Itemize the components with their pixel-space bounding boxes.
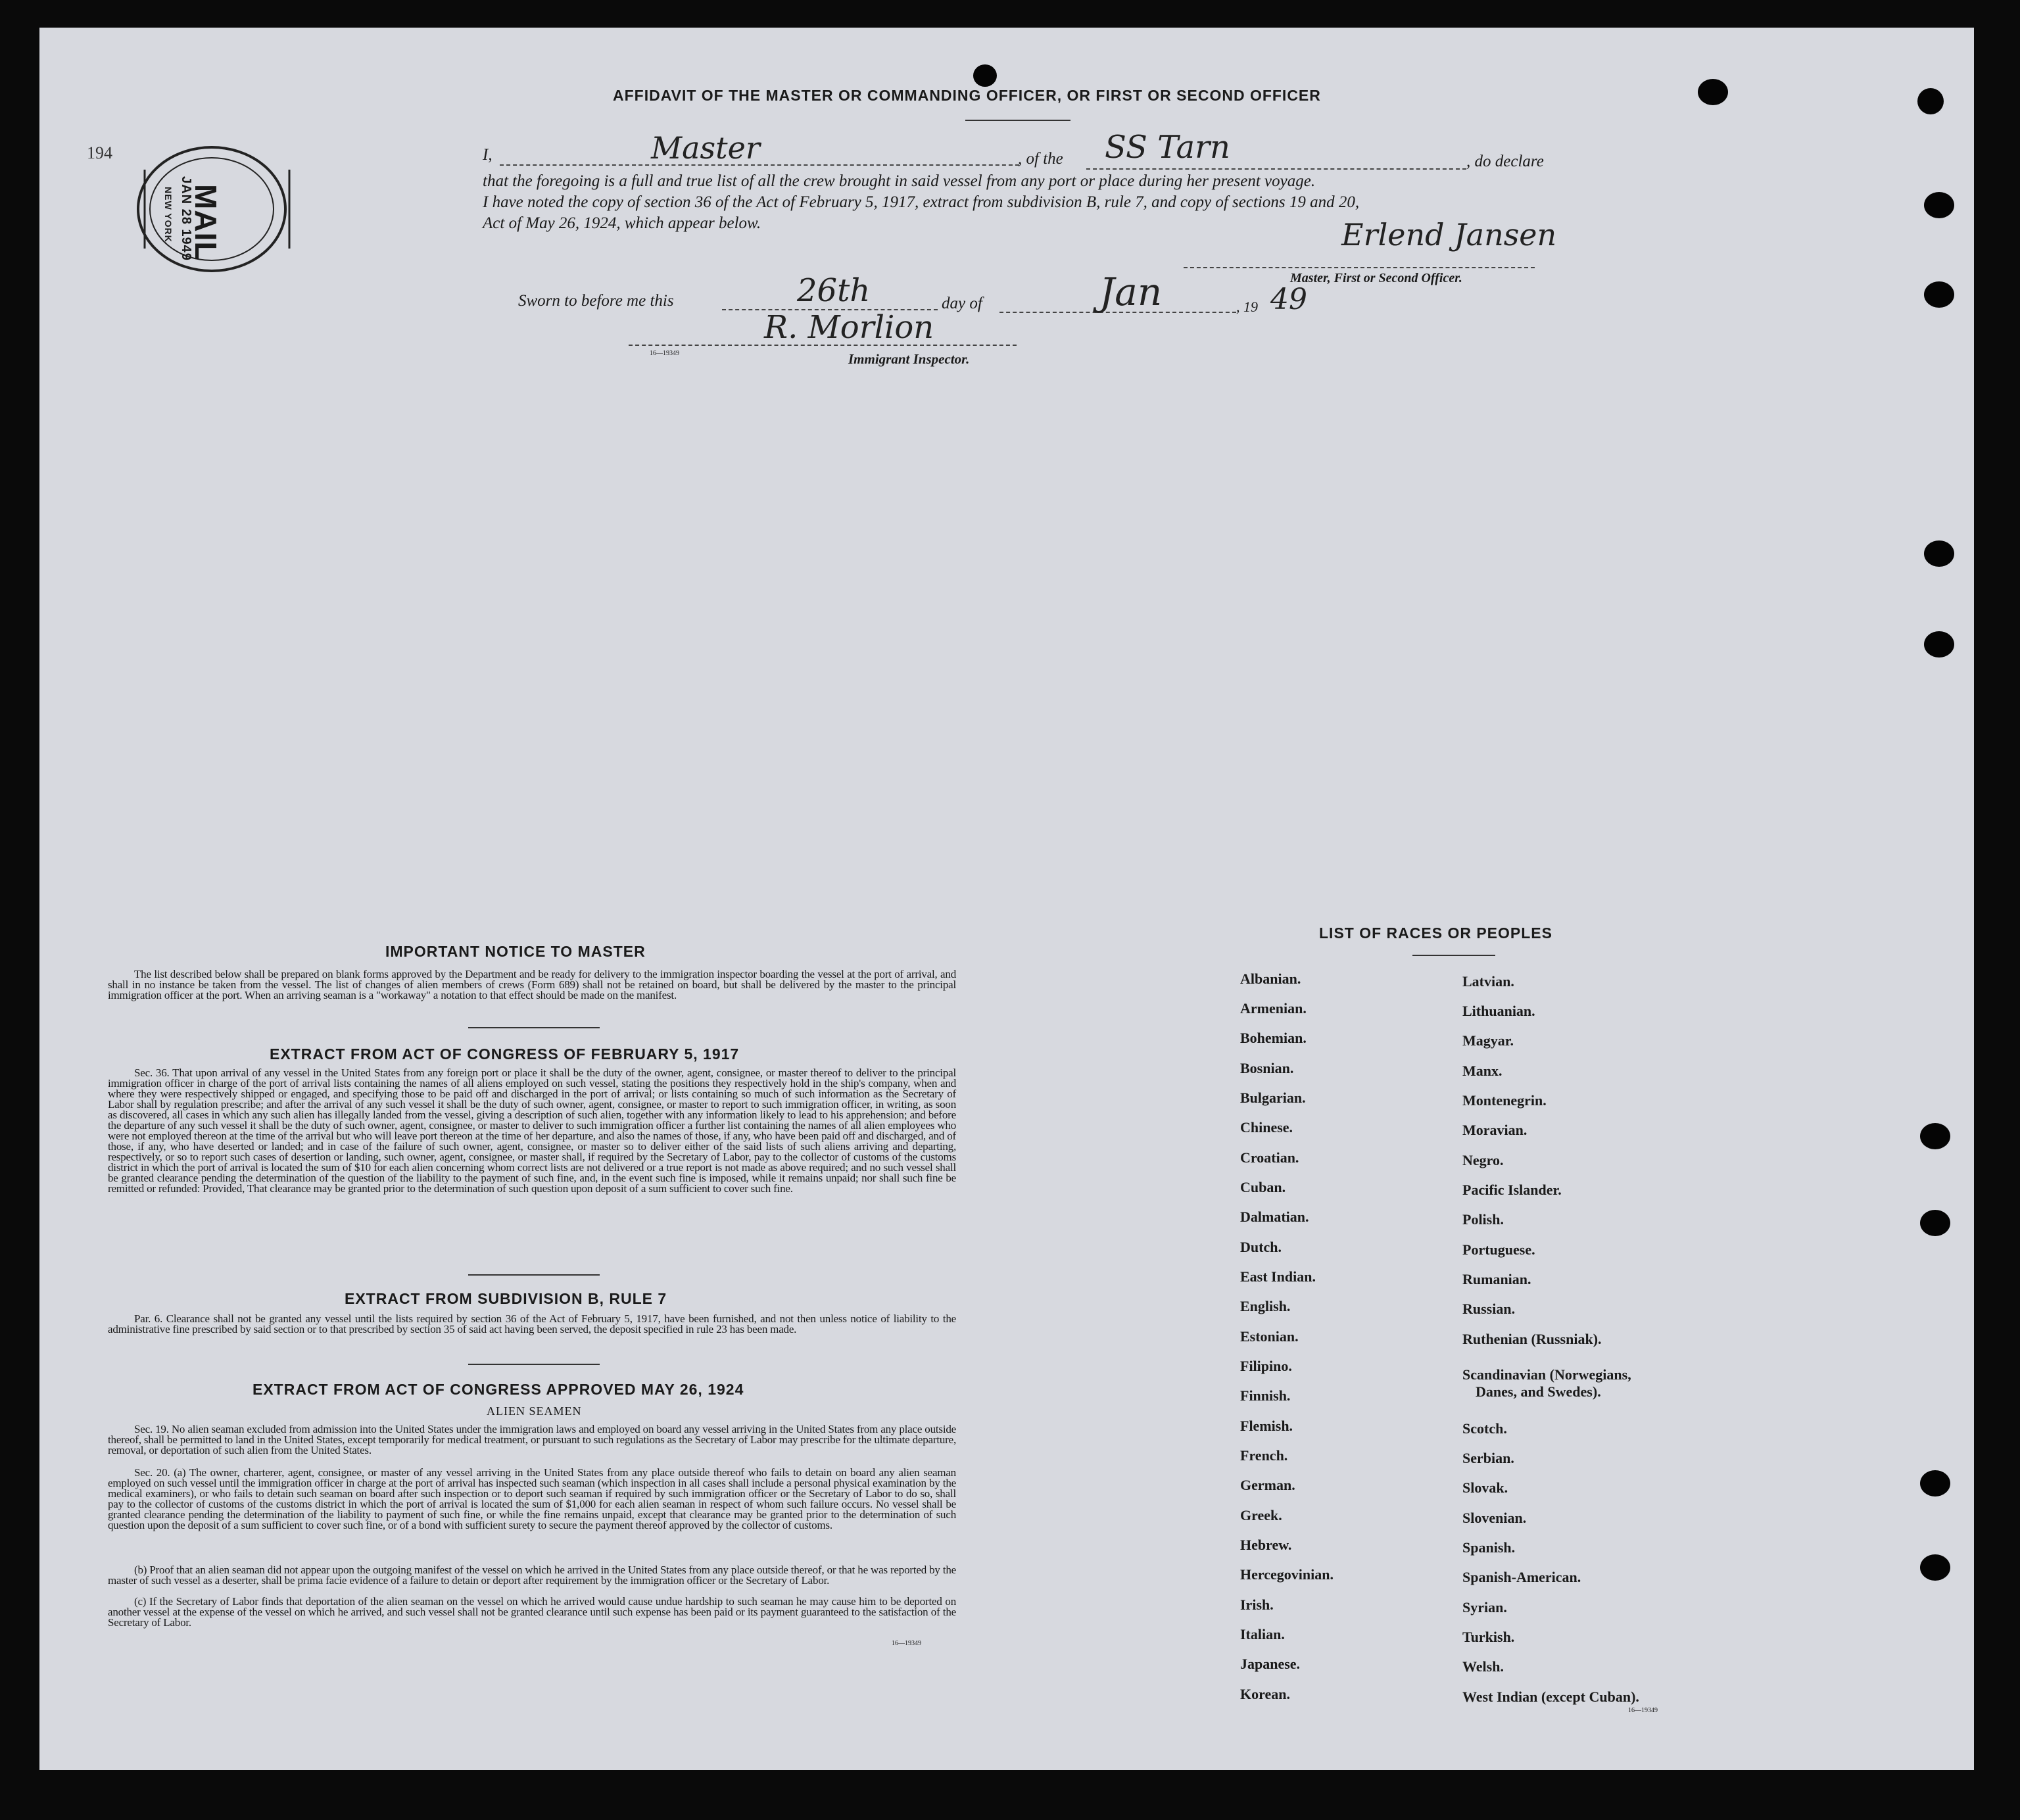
race-item: Spanish-American. <box>1462 1569 1581 1585</box>
race-item: Dutch. <box>1240 1239 1282 1255</box>
race-item: Slovenian. <box>1462 1510 1527 1526</box>
race-item: Manx. <box>1462 1063 1503 1079</box>
punch-hole <box>1698 79 1728 105</box>
race-item: Negro. <box>1462 1152 1504 1168</box>
races-form-number: 16—19349 <box>1628 1707 1658 1714</box>
sworn-year-handwritten: 49 <box>1270 283 1307 316</box>
sworn-month-handwritten: Jan <box>1099 270 1163 314</box>
punch-hole <box>1920 1470 1950 1497</box>
master-signature-line <box>1184 267 1535 268</box>
day-of-label: day of <box>942 295 982 312</box>
affidavit-line-2: that the foregoing is a full and true list of all the crew brought in said vessel from any port or place during her present voyage. <box>483 172 1316 190</box>
punch-hole <box>1920 1210 1950 1236</box>
race-item: Bulgarian. <box>1240 1090 1306 1106</box>
sec-20b-text: (b) Proof that an alien seaman did not appear upon the outgoing manifest of the vessel on which he arrived in the United States from any place outside thereof, or that he was reported by the master of such vessel as a deserter, shall be prima facie evidence of a failure to detain or deport after requirement by the immigration officer or the Secretary of Labor. <box>108 1564 956 1587</box>
race-item: Hercegovinian. <box>1240 1566 1334 1583</box>
extract-1924-form-number: 16—19349 <box>892 1640 921 1647</box>
race-item: Portuguese. <box>1462 1241 1535 1258</box>
race-item: Albanian. <box>1240 970 1301 987</box>
race-item: Moravian. <box>1462 1122 1527 1138</box>
of-the-label: , of the <box>1018 150 1063 168</box>
punch-hole <box>1920 1554 1950 1581</box>
affidavit-i-label: I, <box>483 146 493 164</box>
race-item: Croatian. <box>1240 1149 1299 1166</box>
race-item: Korean. <box>1240 1686 1290 1702</box>
extract-1924-title: EXTRACT FROM ACT OF CONGRESS APPROVED MAY 26, 1924 <box>252 1381 744 1398</box>
sworn-label: Sworn to before me this <box>518 292 674 310</box>
punch-hole <box>1924 281 1954 308</box>
affidavit-line-4: Act of May 26, 1924, which appear below. <box>483 214 761 232</box>
sworn-day-handwritten: 26th <box>797 272 871 309</box>
divider <box>468 1274 600 1276</box>
race-item: Polish. <box>1462 1211 1504 1228</box>
master-signature: Erlend Jansen <box>1341 217 1557 252</box>
race-item: Dalmatian. <box>1240 1209 1309 1225</box>
sec-20c-text: (c) If the Secretary of Labor finds that deportation of the alien seaman on the vessel on which he arrived would cause undue hardship to such seaman he may cause him to be deported on another vessel at the expense of the vessel on which he arrived, and such vessel shall not be granted clearance until such expense has been paid or its payment guaranteed to the satisfaction of the Secretary of Labor. <box>108 1595 956 1629</box>
race-item: Ruthenian (Russniak). <box>1462 1331 1602 1347</box>
notice-text: The list described below shall be prepared on blank forms approved by the Department and be ready for delivery to the immigration inspector boarding the vessel at the port of arrival, and shall in no instance be taken from the vessel. The list of changes of alien members of crews (Form 689) shall not be retained on board, but shall be delivered by the master to the principal immigration officer at the port. When an arriving seaman is a "workaway" a notation to that effect should be made on the manifest. <box>108 968 956 1001</box>
affidavit-title: AFFIDAVIT OF THE MASTER OR COMMANDING OFFICER, OR FIRST OR SECOND OFFICER <box>613 87 1321 104</box>
race-item: Hebrew. <box>1240 1537 1292 1553</box>
master-signature-caption: Master, First or Second Officer. <box>1290 271 1462 285</box>
title-underline <box>965 120 1070 121</box>
race-item: Pacific Islander. <box>1462 1182 1562 1198</box>
race-item: French. <box>1240 1447 1288 1464</box>
divider <box>468 1364 600 1365</box>
race-item: Spanish. <box>1462 1539 1516 1556</box>
punch-hole <box>973 64 997 87</box>
sec-19-text: Sec. 19. No alien seaman excluded from admission into the United States under the immigration laws and employed on board any vessel arriving in the United States from any place outside thereof, shall be permitted to land in the United States, except temporarily for medical treatment, or pursuant to such regulations as the Secretary of Labor may prescribe for the ultimate departure, removal, or deportation of such alien from the United States. <box>108 1423 956 1456</box>
race-item: Serbian. <box>1462 1450 1514 1466</box>
year-prefix-label: , 19 <box>1236 299 1258 315</box>
race-item: Armenian. <box>1240 1000 1307 1017</box>
race-item: Syrian. <box>1462 1599 1507 1616</box>
race-item: Russian. <box>1462 1301 1516 1317</box>
extract-1917-text: Sec. 36. That upon arrival of any vessel in the United States from any foreign port or place it shall be the duty of the owner, agent, consignee, or master thereof to deliver to the principal immigration officer in charge of the port of arrival lists containing the names of all aliens employed on such vessel, stating the positions they respectively hold in the ship's company, when and where they were respectively shipped or engaged, and specifying those to be paid off and discharged in the port of arrival; or lists containing so much of such information as the Secretary of Labor shall by regulation prescribe; and after the arrival of any such vessel it shall be the duty of such owner, agent, consignee, or master to report to such immigration officer, in writing, as soon as discovered, all cases in which any such alien has illegally landed from the vessel, giving a description of such alien, together with any information likely to lead to his apprehension; and before the departure of any such vessel it shall be the duty of such owner, agent, consignee, or master to deliver to such immigration officer a further list containing the names of all alien employees who were not employed thereon at the time of the arrival but who will leave port thereon at the time of her departure, and also the names of those, if any, who have been paid off and discharged, and of those, if any, who have deserted or landed; and in case of the failure of such owner, agent, consignee, or master so to deliver either of the said lists of such aliens arriving and departing, respectively, or so to report such cases of desertion or landing, such owner, agent, consignee, or master shall, if required by the Secretary of Labor, pay to the collector of customs of the customs district in which the port of arrival is located the sum of $10 for each alien concerning whom correct lists are not delivered or a true report is not made as above required; and no such vessel shall be granted clearance pending the determination of the question of the liability to the payment of such fine, and, in the event such fine is imposed, while it remains unpaid; nor shall such fine be remitted or refunded: Provided, That clearance may be granted prior to the determination of such question upon deposit of a sum sufficient to cover such fine. <box>108 1066 956 1195</box>
race-item: Filipino. <box>1240 1358 1292 1374</box>
stamp-date-text: JAN 28 1949 <box>179 176 193 261</box>
race-item: Rumanian. <box>1462 1271 1531 1287</box>
race-item: Japanese. <box>1240 1656 1301 1672</box>
race-item: English. <box>1240 1298 1291 1314</box>
punch-hole <box>1917 88 1944 114</box>
notice-title: IMPORTANT NOTICE TO MASTER <box>385 943 646 960</box>
race-item: Turkish. <box>1462 1629 1515 1645</box>
affidavit-form-number: 16—19349 <box>650 350 679 357</box>
race-item: Finnish. <box>1240 1387 1291 1404</box>
race-item: Magyar. <box>1462 1032 1514 1049</box>
race-item: Scotch. <box>1462 1420 1507 1437</box>
inspector-signature: R. Morlion <box>764 309 934 346</box>
race-item: Greek. <box>1240 1507 1282 1523</box>
race-item: Flemish. <box>1240 1418 1293 1434</box>
side-mark: 194 <box>87 143 112 162</box>
inspector-caption: Immigrant Inspector. <box>848 351 970 367</box>
race-item: East Indian. <box>1240 1268 1316 1285</box>
race-item: Bohemian. <box>1240 1030 1307 1046</box>
races-title-underline <box>1412 955 1495 956</box>
divider <box>468 1027 600 1028</box>
extract-1917-title: EXTRACT FROM ACT OF CONGRESS OF FEBRUARY 5, 1917 <box>270 1045 740 1063</box>
race-item: Cuban. <box>1240 1179 1286 1195</box>
race-item: Italian. <box>1240 1626 1285 1642</box>
do-declare-label: , do declare <box>1466 153 1544 170</box>
race-item: Slovak. <box>1462 1479 1508 1496</box>
stamp-city-text: NEW YORK <box>163 187 174 243</box>
race-item: Bosnian. <box>1240 1060 1294 1076</box>
sec-20a-text: Sec. 20. (a) The owner, charterer, agent, consignee, or master of any vessel arriving in the United States from any place outside thereof who fails to detain on board any alien seaman employed on such vessel until the immigration officer in charge at the port of arrival has inspected such seaman (which inspection in all cases shall include a personal physical examination by the medical examiners), or who fails to detain such seaman on board after such inspection or to deport such seaman if required by such immigration officer or the Secretary of Labor to do so, shall pay to the collector of customs of the customs district in which the port of arrival is located the sum of $1,000 for each alien seaman in respect of whom such failure occurs. No vessel shall be granted clearance pending the determination of the liability to payment of such fine, or while the fine remains unpaid, except that clearance may be granted prior to the determination of such question upon the deposit of a sum sufficient to cover such fine, or of a bond with sufficient surety to secure the payment thereof approved by the collector of customs. <box>108 1466 956 1531</box>
punch-hole <box>1924 192 1954 218</box>
extract-1924-subtitle: ALIEN SEAMEN <box>487 1404 582 1418</box>
race-item: Scandinavian (Norwegians, <box>1462 1366 1631 1383</box>
race-item: Montenegrin. <box>1462 1092 1547 1109</box>
race-item: West Indian (except Cuban). <box>1462 1688 1639 1705</box>
race-item: Estonian. <box>1240 1328 1299 1345</box>
punch-hole <box>1924 631 1954 658</box>
master-name-handwritten: Master <box>651 130 760 166</box>
extract-rule7-title: EXTRACT FROM SUBDIVISION B, RULE 7 <box>345 1290 667 1307</box>
affidavit-line-3: I have noted the copy of section 36 of the Act of February 5, 1917, extract from subdivision B, rule 7, and copy of sections 19 and 20, <box>483 193 1360 211</box>
punch-hole <box>1924 540 1954 567</box>
mail-stamp <box>125 143 313 275</box>
race-item: Welsh. <box>1462 1658 1504 1675</box>
race-item: German. <box>1240 1477 1295 1493</box>
punch-hole <box>1920 1123 1950 1149</box>
stamp-mail-text: MAIL <box>189 184 223 261</box>
race-item: Irish. <box>1240 1596 1274 1613</box>
vessel-name-handwritten: SS Tarn <box>1105 129 1230 166</box>
vessel-name-line <box>1086 168 1466 170</box>
extract-rule7-text: Par. 6. Clearance shall not be granted any vessel until the lists required by section 36 of the Act of February 5, 1917, have been furnished, and not then unless notice of liability to the administrative fine prescribed by said section or to that prescribed by section 35 of said act having been served, the deposit specified in rule 23 has been made. <box>108 1312 956 1335</box>
inspector-signature-line <box>629 345 1017 346</box>
race-item: Latvian. <box>1462 973 1514 990</box>
races-title: LIST OF RACES OR PEOPLES <box>1319 924 1552 942</box>
race-item: Danes, and Swedes). <box>1476 1383 1601 1400</box>
race-item: Chinese. <box>1240 1119 1293 1136</box>
race-item: Lithuanian. <box>1462 1003 1535 1019</box>
